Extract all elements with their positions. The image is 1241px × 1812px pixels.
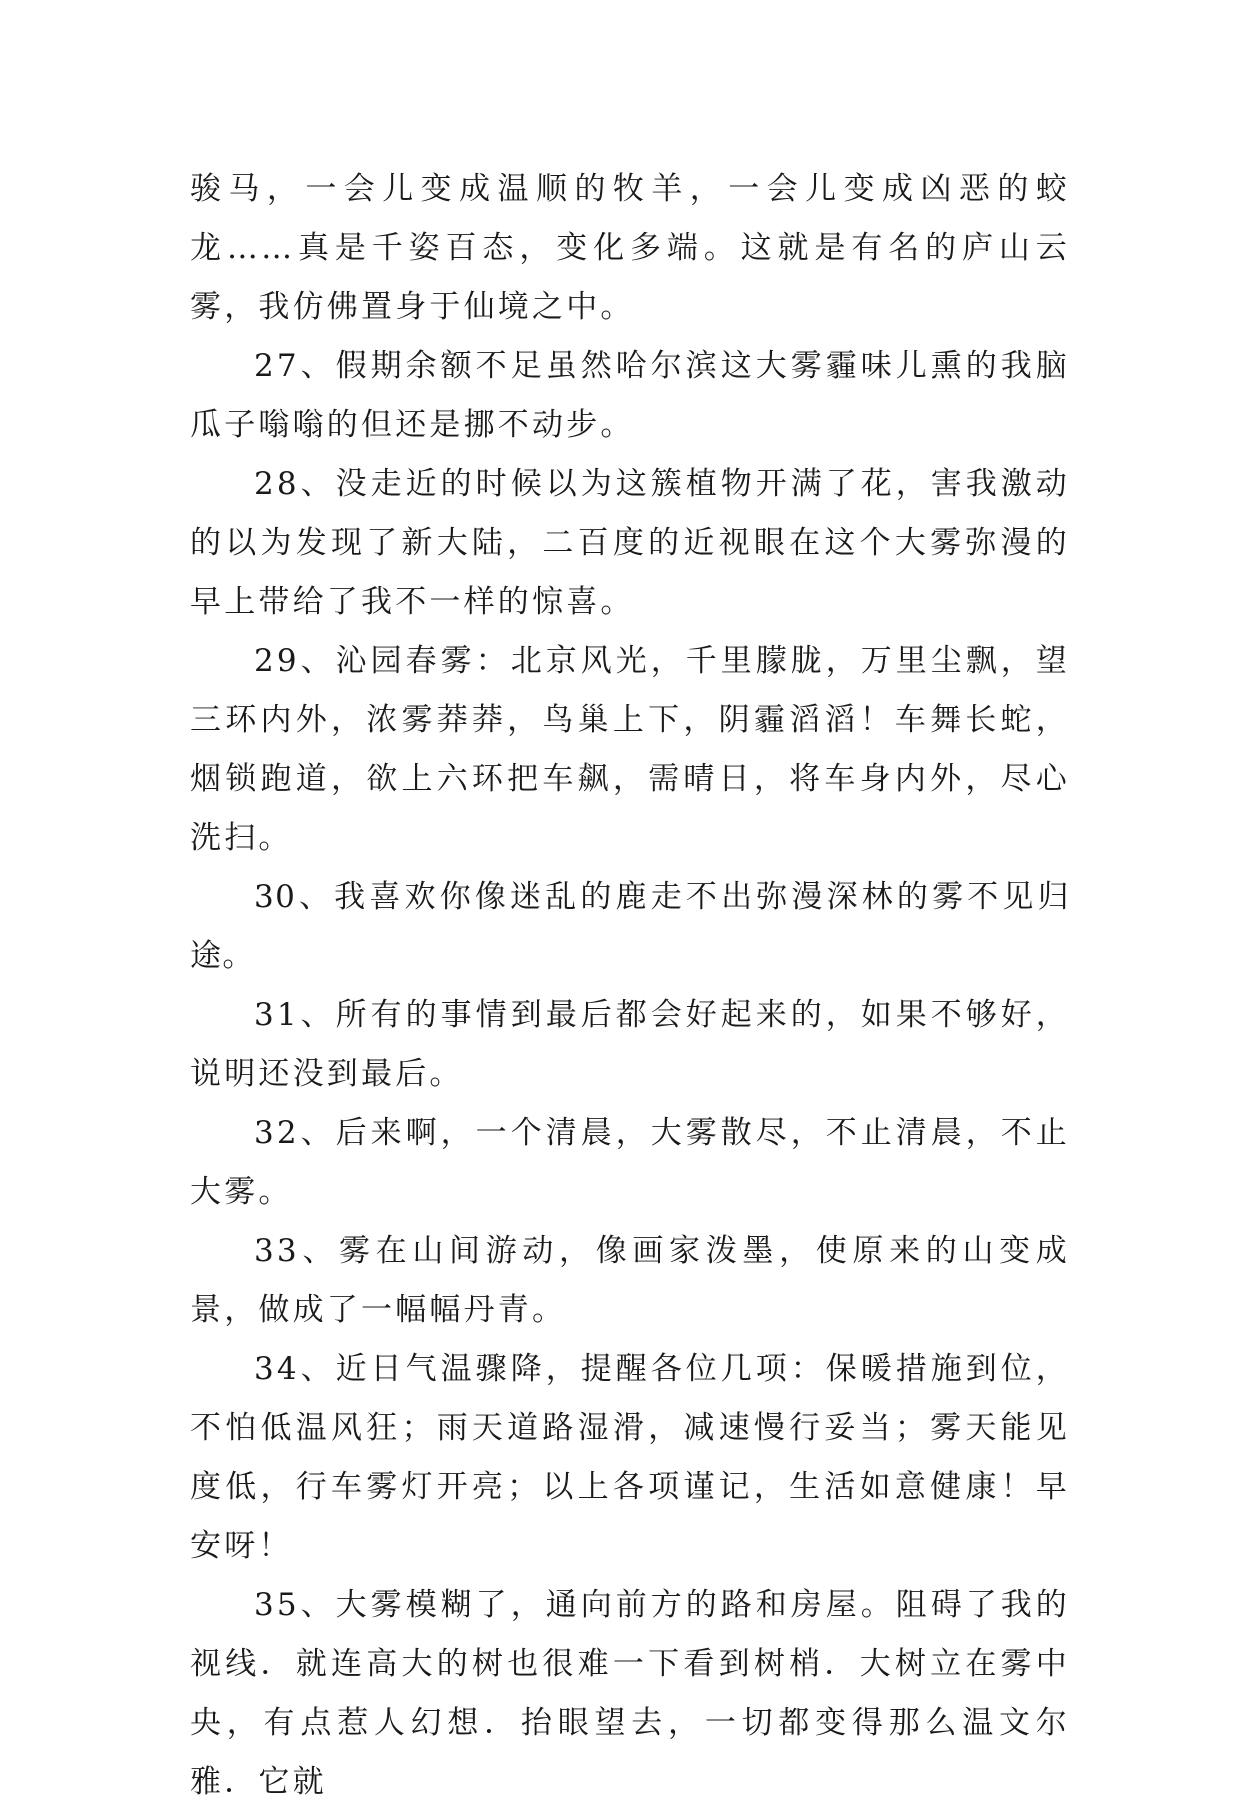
paragraph-27: 27、假期余额不足虽然哈尔滨这大雾霾味儿熏的我脑瓜子嗡嗡的但还是挪不动步。: [190, 348, 1070, 443]
paragraph-30: 30、我喜欢你像迷乱的鹿走不出弥漫深林的雾不见归途。: [190, 879, 1070, 974]
paragraph-32: 32、后来啊，一个清晨，大雾散尽，不止清晨，不止大雾。: [190, 1115, 1070, 1210]
paragraph-34: 34、近日气温骤降，提醒各位几项：保暖措施到位，不怕低温风狂；雨天道路湿滑，减速慢行妥当；雾天能见度低，行车雾灯开亮；以上各项谨记，生活如意健康！早安呀！: [190, 1351, 1070, 1564]
paragraph-31: 31、所有的事情到最后都会好起来的，如果不够好，说明还没到最后。: [190, 997, 1070, 1092]
paragraph-continuation: 骏马，一会儿变成温顺的牧羊，一会儿变成凶恶的蛟龙……真是千姿百态，变化多端。这就是有名的庐山云雾，我仿佛置身于仙境之中。: [190, 171, 1070, 325]
paragraph-33: 33、雾在山间游动，像画家泼墨，使原来的山变成景，做成了一幅幅丹青。: [190, 1233, 1070, 1328]
paragraph-35: 35、大雾模糊了，通向前方的路和房屋。阻碍了我的视线．就连高大的树也很难一下看到树梢．大树立在雾中央，有点惹人幻想．抬眼望去，一切都变得那么温文尔雅．它就: [190, 1587, 1070, 1800]
paragraph-28: 28、没走近的时候以为这簇植物开满了花，害我激动的以为发现了新大陆，二百度的近视眼在这个大雾弥漫的早上带给了我不一样的惊喜。: [190, 466, 1070, 620]
paragraph-29: 29、沁园春雾：北京风光，千里朦胧，万里尘飘，望三环内外，浓雾莽莽，鸟巢上下，阴霾滔滔！车舞长蛇，烟锁跑道，欲上六环把车飙，需晴日，将车身内外，尽心洗扫。: [190, 643, 1070, 856]
document-body: [190, 160, 1070, 1812]
